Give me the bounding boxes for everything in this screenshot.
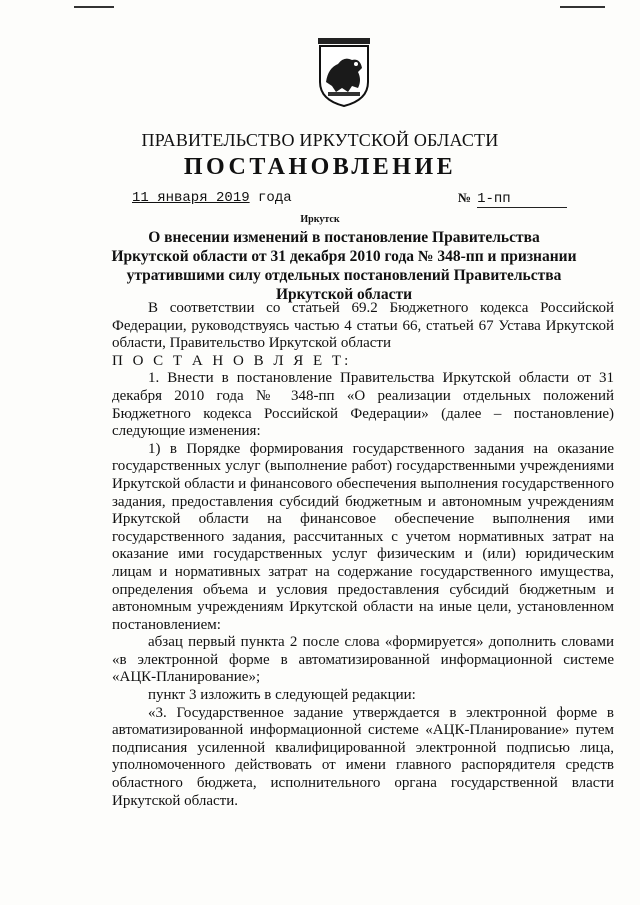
resolve-heading: П О С Т А Н О В Л Я Е Т: — [112, 352, 352, 369]
paragraph: «3. Государственное задание утверждается в электронной форме в автоматизированной информационной системе «АЦК-Планирование» путем подписания усиленной квалифицированной электронной подписью лица, уполномоченного действовать от имени главного распорядителя средств областного бюджета, исполнительного органа государственной власти Иркутской области. — [112, 704, 614, 809]
document-number — [458, 190, 567, 208]
number-value: 1-пп — [477, 191, 511, 207]
date-value: 11 января 2019 — [132, 190, 250, 206]
document-type: ПОСТАНОВЛЕНИЕ — [183, 154, 457, 180]
coat-of-arms-icon — [318, 38, 370, 108]
scan-artifact — [74, 6, 114, 8]
paragraph: 1) в Порядке формирования государственного задания на оказание государственных услуг (выполнение работ) государственными учреждениями Иркутской области и финансового обеспечения выполнения государственного задания, предоставления субсидий бюджетным и автономным учреждениям Иркутской области на финансовое обеспечение выполнения ими государственного задания, рассчитанных с учетом нормативных затрат на оказание ими государственных услуг физическим и (или) юридическим лицам и нормативных затрат на содержание государственного имущества, определения объема и условия предоставления субсидий бюджетным и автономным учреждениям Иркутской области на иные цели, установленном постановлением: — [112, 440, 614, 633]
date-suffix: года — [258, 190, 292, 206]
number-symbol: № — [458, 190, 472, 205]
government-name: ПРАВИТЕЛЬСТВО ИРКУТСКОЙ ОБЛАСТИ — [141, 130, 499, 150]
paragraph: абзац первый пункта 2 после слова «формируется» дополнить словами «в электронной форме в автоматизированной информационной системе «АЦК-Планирование»; — [112, 634, 614, 686]
document-date — [132, 190, 292, 206]
document-body — [112, 300, 614, 810]
document-title: О внесении изменений в постановление Правительства Иркутской области от 31 декабря 2010 года № 348-пп и признании утратившими силу отдельных постановлений Правительства Иркутской области — [111, 229, 577, 303]
city: Иркутск — [300, 214, 340, 225]
paragraph: В соответствии со статьей 69.2 Бюджетного кодекса Российской Федерации, руководствуясь частью 4 статьи 66, статьей 67 Устава Иркутской области, Правительство Иркутской области — [112, 300, 614, 352]
scan-artifact — [560, 6, 605, 8]
paragraph: 1. Внести в постановление Правительства Иркутской области от 31 декабря 2010 года № 348-пп «О реализации отдельных положений Бюджетного кодекса Российской Федерации» (далее – постановление) следующие изменения: — [112, 370, 614, 440]
paragraph: пункт 3 изложить в следующей редакции: — [148, 687, 416, 704]
